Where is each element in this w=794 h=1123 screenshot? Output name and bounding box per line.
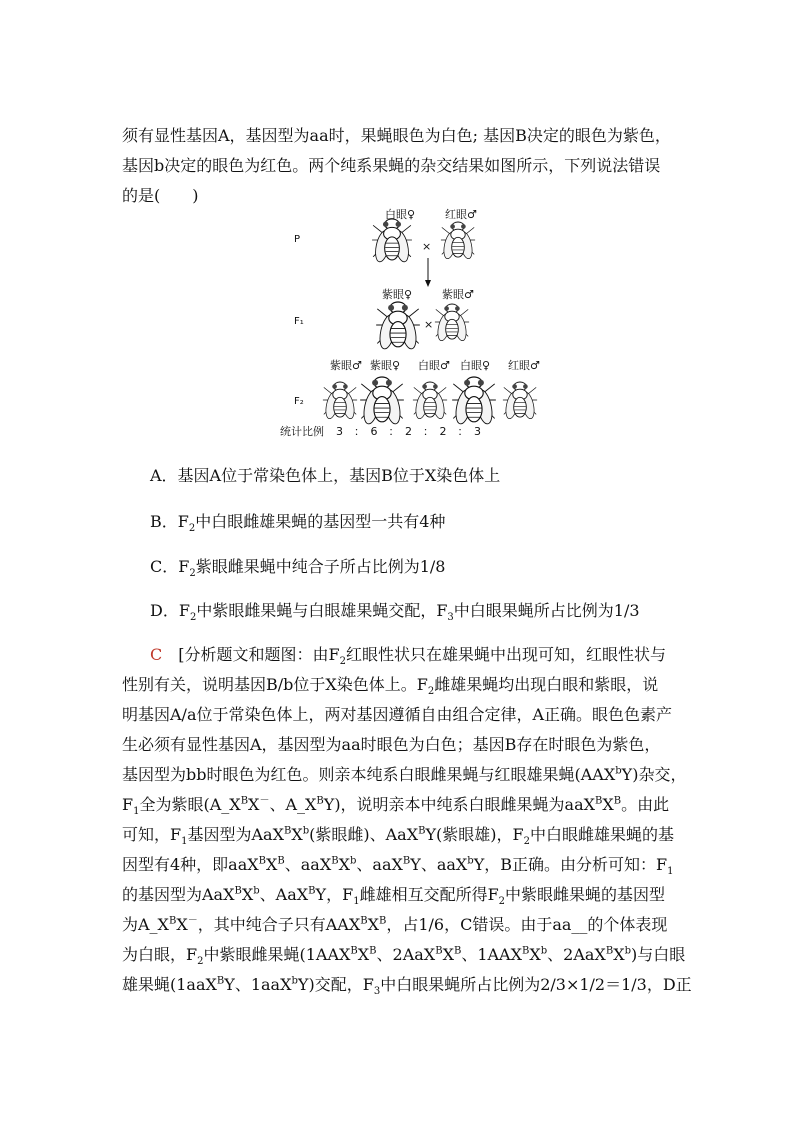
p-female-label: 白眼♀ bbox=[385, 208, 416, 221]
f2-purple-female-label: 紫眼♀ bbox=[370, 359, 401, 372]
f2-white-female-fly-icon bbox=[452, 377, 496, 425]
f2-red-male-label: 红眼♂ bbox=[508, 359, 540, 372]
answer-line-12: 雄果蝇(1aaX$^B$Y、1aaX$^b$Y)交配，$F_3$中白眼果蝇所占比例为2/3×1/2＝1/3，D正 bbox=[122, 975, 692, 998]
f2-purple-male-label: 紫眼♂ bbox=[330, 359, 362, 372]
generation-arrowhead bbox=[425, 280, 431, 287]
answer-line-2: 性别有关，说明基因B/b位于X染色体上。$F_2$雌雄果蝇均出现白眼和紫眼，说 bbox=[122, 675, 659, 698]
answer-line-3: 明基因A/a位于常染色体上，两对基因遵循自由组合定律，A正确。眼色色素产 bbox=[122, 705, 673, 724]
p-male-fly-icon bbox=[441, 222, 475, 260]
p-generation-label: P bbox=[294, 234, 301, 245]
answer-line-7: 可知，$F_1$基因型为$AaX^BX^b$(紫眼雌)、AaX$^B$Y(紫眼雄)，$F_2$中白眼雌雄果蝇的基 bbox=[122, 825, 675, 848]
f2-generation-label: F₂ bbox=[294, 396, 304, 407]
f1-female-label: 紫眼♀ bbox=[382, 288, 413, 301]
answer-line-6: $F_1$全为紫眼($A\_X^BX^-$、$A\_X^BY$)，说明亲本中纯系白眼雌果蝇为$aaX^BX^B$。由此 bbox=[122, 795, 670, 818]
cross-diagram bbox=[270, 200, 570, 445]
f2-purple-male-fly-icon bbox=[323, 382, 357, 420]
p-female-fly-icon bbox=[372, 219, 412, 263]
answer-line-10: 为$A\_X^BX^-$，其中纯合子只有$AAX^BX^B$，占1/6，C错误。由于aa__的个体表现 bbox=[122, 915, 668, 934]
answer-line-1: C [分析题文和题图：由$F_2$红眼性状只在雄果蝇中出现可知，红眼性状与 bbox=[150, 645, 666, 668]
option-a: A．基因A位于常染色体上，基因B位于X染色体上 bbox=[150, 466, 501, 485]
f1-cross-symbol: × bbox=[424, 318, 434, 331]
f1-male-label: 紫眼♂ bbox=[442, 288, 474, 301]
intro-line-1: 须有显性基因A，基因型为aa时，果蝇眼色为白色; 基因B决定的眼色为紫色， bbox=[122, 126, 671, 145]
intro-line-3: 的是( ) bbox=[122, 186, 199, 205]
answer-line-11: 为白眼，$F_2$中紫眼雌果蝇($1AAX^BX^B$、$2AaX^BX^B$、$1AAX^BX^b$、$2AaX^BX^b$)与白眼 bbox=[122, 945, 686, 968]
f2-white-female-label: 白眼♀ bbox=[460, 359, 491, 372]
f1-female-fly-icon bbox=[376, 302, 420, 350]
answer-letter: C bbox=[150, 645, 163, 664]
f2-purple-female-fly-icon bbox=[360, 377, 404, 425]
option-c: C．$F_2$紫眼雌果蝇中纯合子所占比例为1/8 bbox=[150, 557, 446, 580]
f1-male-fly-icon bbox=[435, 304, 469, 342]
p-male-label: 红眼♂ bbox=[445, 208, 477, 221]
p-cross-symbol: × bbox=[422, 240, 432, 253]
answer-line-4: 生必须有显性基因A，基因型为aa时眼色为白色；基因B存在时眼色为紫色， bbox=[122, 735, 661, 754]
answer-line-8: 因型有4种，即$aaX^BX^B$、$aaX^BX^b$、aaX$^B$Y、aaX$^b$Y，B正确。由分析可知：$F_1$ bbox=[122, 855, 674, 878]
answer-line-5: 基因型为bb时眼色为红色。则亲本纯系白眼雌果蝇与红眼雄果蝇(AAX$^b$Y)杂交， bbox=[122, 765, 687, 784]
option-b: B．$F_2$中白眼雌雄果蝇的基因型一共有4种 bbox=[150, 512, 446, 535]
f2-white-male-label: 白眼♂ bbox=[418, 359, 450, 372]
f2-red-male-fly-icon bbox=[503, 382, 537, 420]
f1-generation-label: F₁ bbox=[294, 316, 304, 327]
f2-white-male-fly-icon bbox=[413, 382, 447, 420]
option-d: D．$F_2$中紫眼雌果蝇与白眼雄果蝇交配，$F_3$中白眼果蝇所占比例为1/3 bbox=[150, 601, 640, 624]
intro-line-2: 基因b决定的眼色为红色。两个纯系果蝇的杂交结果如图所示，下列说法错误 bbox=[122, 156, 661, 175]
ratio-label: 统计比例 bbox=[280, 425, 324, 438]
ratio-values: 3 ： 6 ： 2 ： 2 ： 3 bbox=[336, 425, 481, 438]
answer-line-9: 的基因型为$AaX^BX^b$、AaX$^B$Y，$F_1$雌雄相互交配所得$F_2$中紫眼雌果蝇的基因型 bbox=[122, 885, 666, 908]
